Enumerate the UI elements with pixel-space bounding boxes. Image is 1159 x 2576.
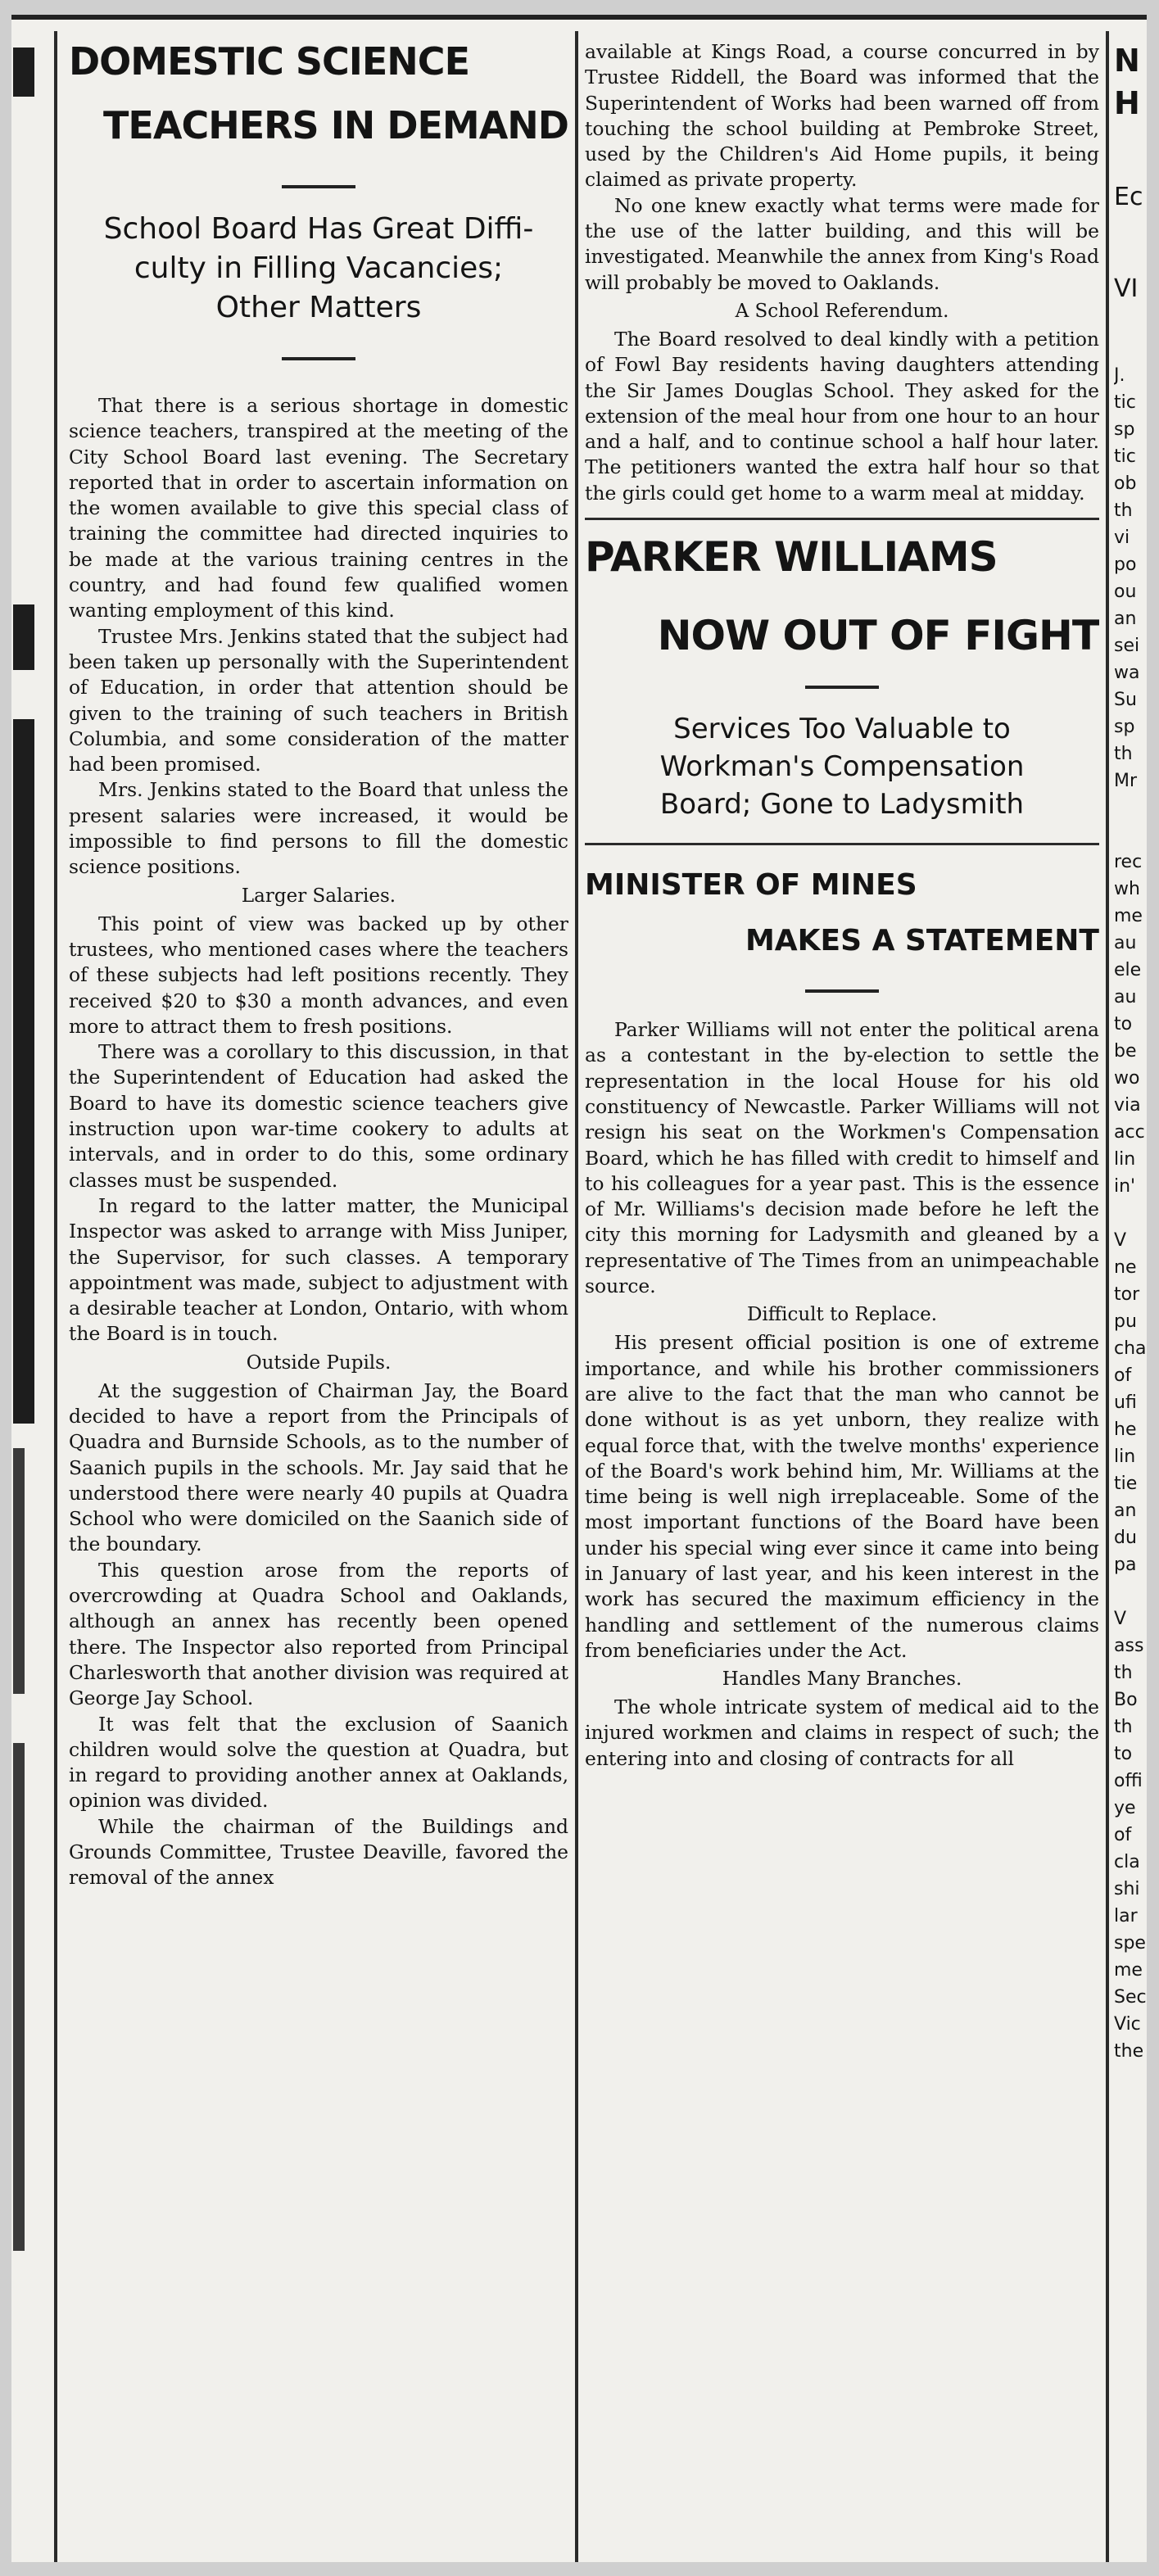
article-paragraph: Mrs. Jenkins stated to the Board that unless the present salaries were increased, it would be impossible to find persons to fill the domestic science positions.	[69, 778, 568, 879]
fragment-line: pu	[1114, 1311, 1137, 1332]
fragment-line: lar	[1114, 1906, 1138, 1926]
fragment-line: in'	[1114, 1176, 1136, 1197]
article-paragraph: That there is a serious shortage in domestic science teachers, transpired at the meeting of the City School Board last evening. The Secretary reported that in order to ascertain information on the women available to give this special class of training the committee had directed inquiries to be made at the various training centres in the country, and had found few qualified women wanting employment of this kind.	[69, 394, 568, 622]
fragment-line: to	[1114, 1744, 1133, 1764]
fragment-line: cla	[1114, 1852, 1140, 1872]
fragment-line	[1114, 822, 1147, 849]
article-separator	[585, 843, 1099, 845]
fragment-line: tic	[1114, 392, 1136, 413]
middle-column	[585, 39, 1099, 1772]
fragment-line: th	[1114, 1663, 1133, 1683]
subhead-line-1: MINISTER OF MINES	[585, 868, 917, 903]
fragment-line: du	[1114, 1528, 1137, 1548]
fragment-line: me	[1114, 906, 1143, 926]
article-paragraph: In regard to the latter matter, the Municipal Inspector was asked to arrange with Miss Juniper, the Supervisor, for such classes. A temporary appointment was made, subject to adjustment with a desirable teacher at London, Ontario, with whom the Board is in touch.	[69, 1193, 568, 1346]
deck-line-2: Workman's Compensation	[659, 750, 1025, 784]
divider-dash	[805, 989, 879, 993]
fragment-line: au	[1114, 933, 1137, 953]
deck-line-2: culty in Filling Vacancies;	[134, 251, 504, 285]
headline-line-2: TEACHERS IN DEMAND	[103, 103, 568, 147]
deck-line-3: Board; Gone to Ladysmith	[659, 788, 1025, 822]
right-column-fragment	[1114, 39, 1147, 2065]
fragment-line: vi	[1114, 527, 1130, 548]
fragment-line: cha	[1114, 1338, 1147, 1359]
fragment-line: me	[1114, 1960, 1143, 1981]
fragment-line: he	[1114, 1419, 1137, 1440]
fragment-line: an	[1114, 609, 1137, 629]
article-paragraph: It was felt that the exclusion of Saanich children would solve the question at Quadra, but in regard to providing another annex at Oaklands, opinion was divided.	[69, 1712, 568, 1813]
headline-line-2: NOW OUT OF FIGHT	[657, 612, 1099, 660]
divider-dash	[805, 686, 879, 689]
fragment-line: th	[1114, 1717, 1133, 1737]
fragment-line: wo	[1114, 1068, 1140, 1089]
fragment-line: H	[1114, 85, 1140, 121]
fragment-line: sp	[1114, 419, 1135, 440]
fragment-line: ou	[1114, 582, 1137, 602]
fragment-line: th	[1114, 744, 1133, 764]
fragment-line: V	[1114, 1609, 1127, 1629]
fragment-line: ne	[1114, 1257, 1137, 1278]
fragment-line: N	[1114, 43, 1140, 79]
subhead-line-2: MAKES A STATEMENT	[745, 924, 1099, 958]
fragment-line: Bo	[1114, 1690, 1138, 1710]
article-paragraph: While the chairman of the Buildings and Grounds Committee, Trustee Deaville, favored the removal of the annex	[69, 1814, 568, 1890]
fragment-line: J.	[1114, 365, 1125, 386]
fragment-line: the	[1114, 2041, 1144, 2062]
fragment-line: to	[1114, 1014, 1133, 1034]
fragment-line: Sec	[1114, 1987, 1147, 2008]
fragment-line: tic	[1114, 446, 1136, 467]
subheading: Larger Salaries.	[241, 885, 396, 907]
fragment-line: ufi	[1114, 1392, 1137, 1413]
fragment-line: au	[1114, 987, 1137, 1007]
fragment-line: lin	[1114, 1149, 1136, 1170]
fragment-line: rec	[1114, 852, 1143, 872]
article-paragraph: Trustee Mrs. Jenkins stated that the subject had been taken up personally with the Superintendent of Education, in order that attention should be given to the training of such teachers in British Columbia, and some consideration of the matter had been promised.	[69, 624, 568, 776]
fragment-line	[1114, 335, 1147, 362]
fragment-line: lin	[1114, 1446, 1136, 1467]
fragment-line: wa	[1114, 663, 1140, 683]
subheading: Handles Many Branches.	[722, 1668, 962, 1691]
fragment-line: pa	[1114, 1555, 1137, 1575]
fragment-line: acc	[1114, 1122, 1145, 1143]
article-paragraph: There was a corollary to this discussion, in that the Superintendent of Education had asked the Board to have its domestic science teachers give instruction upon war-time cookery to adults at intervals, and in order to do this, some ordinary classes must be suspended.	[69, 1040, 568, 1192]
fragment-line: VI	[1114, 274, 1139, 303]
fragment-line: of	[1114, 1365, 1132, 1386]
article-paragraph: This point of view was backed up by other trustees, who mentioned cases where the teachers of these subjects had left positions recently. They received $20 to $30 a month advances, and even more to attract them to fresh positions.	[69, 912, 568, 1038]
article-paragraph: The whole intricate system of medical aid to the injured workmen and claims in respect of such; the entering into and closing of contracts for all	[585, 1695, 1099, 1770]
fragment-line	[1114, 308, 1147, 335]
subheading: Outside Pupils.	[246, 1351, 392, 1374]
fragment-line: Mr	[1114, 771, 1138, 791]
subheading: A School Referendum.	[735, 300, 949, 322]
top-rule	[11, 15, 1147, 20]
subheading: Difficult to Replace.	[746, 1304, 938, 1326]
fragment-line: sei	[1114, 636, 1140, 656]
fragment-line: Vic	[1114, 2014, 1141, 2035]
fragment-line: tor	[1114, 1284, 1140, 1305]
fragment-line: th	[1114, 500, 1133, 521]
fragment-line	[1114, 1578, 1147, 1605]
fragment-line: shi	[1114, 1879, 1140, 1899]
fragment-line	[1114, 152, 1147, 179]
article-separator	[585, 518, 1099, 520]
headline-line-1: PARKER WILLIAMS	[585, 533, 998, 582]
fragment-line: be	[1114, 1041, 1137, 1062]
headline-line-1: DOMESTIC SCIENCE	[69, 39, 469, 84]
article-paragraph: His present official position is one of extreme importance, and while his brother commissioners are alive to the fact that the man who cannot be done without is as yet unborn, they realize with equal force that, with the twelve months' experience of the Board's work behind him, Mr. Williams at the time being is well nigh irreplaceable. Some of the most important functions of the Board have been under his special wing ever since it came into being in January of last year, and his keen interest in the work has secured the maximum efficiency in the handling and settlement of the numerous claims from beneficiaries under the Act.	[585, 1331, 1099, 1662]
fragment-line	[1114, 216, 1147, 243]
newspaper-page	[11, 15, 1147, 2562]
article-paragraph: At the suggestion of Chairman Jay, the Board decided to have a report from the Principals of Quadra and Burnside Schools, as to the number of Saanich pupils in the schools. Mr. Jay said that he understood there were nearly 40 pupils at Quadra School who were domiciled on the Saanich side of the boundary.	[69, 1379, 568, 1556]
column-rule-middle	[575, 31, 578, 2562]
fragment-line: of	[1114, 1825, 1132, 1845]
deck-line-3: Other Matters	[215, 291, 422, 324]
fragment-line	[1114, 795, 1147, 822]
fragment-line: po	[1114, 555, 1137, 575]
fragment-line: Su	[1114, 690, 1137, 710]
fragment-line: tie	[1114, 1474, 1138, 1494]
fragment-line: an	[1114, 1501, 1137, 1521]
article-paragraph: No one knew exactly what terms were made for the use of the latter building, and this will be investigated. Meanwhile the annex from King's Road will probably be moved to Oaklands.	[585, 193, 1099, 294]
article-paragraph: The Board resolved to deal kindly with a petition of Fowl Bay residents having daughters attending the Sir James Douglas School. They asked for the extension of the meal hour from one hour to an hour and a half, and to continue school a half hour later. The petitioners wanted the extra half hour so that the girls could get home to a warm meal at midday.	[585, 327, 1099, 505]
fragment-line	[1114, 243, 1147, 270]
divider-dash	[282, 357, 355, 360]
deck-line-1: Services Too Valuable to	[673, 713, 1011, 746]
column-rule-right	[1106, 31, 1109, 2562]
fragment-line: offi	[1114, 1771, 1143, 1791]
left-column	[69, 39, 568, 1891]
left-margin-fragment	[11, 31, 48, 2562]
fragment-line	[1114, 1200, 1147, 1227]
fragment-line: ass	[1114, 1636, 1144, 1656]
deck-line-1: School Board Has Great Diffi-	[103, 212, 534, 246]
fragment-line: ele	[1114, 960, 1142, 980]
fragment-line: ye	[1114, 1798, 1136, 1818]
article-paragraph: Parker Williams will not enter the political arena as a contestant in the by-election to settle the representation in the local House for his old constituency of Newcastle. Parker Williams will not resign his seat on the Workmen's Compensation Board, which he has filled with credit to himself and to his colleagues for a year past. This is the essence of Mr. Williams's decision made before he left the city this morning for Ladysmith and gleaned by a representative of The Times from an unimpeachable source.	[585, 1018, 1099, 1298]
fragment-line: sp	[1114, 717, 1135, 737]
fragment-line: spe	[1114, 1933, 1146, 1954]
fragment-line: wh	[1114, 879, 1140, 899]
column-rule-left	[54, 31, 57, 2562]
article-paragraph: available at Kings Road, a course concurred in by Trustee Riddell, the Board was informed that the Superintendent of Works had been warned off from touching the school building at Pembroke Street, used by the Children's Aid Home pupils, it being claimed as private property.	[585, 40, 1099, 192]
fragment-line	[1114, 124, 1147, 152]
fragment-line: Ec	[1114, 183, 1143, 211]
divider-dash	[282, 185, 355, 188]
fragment-line: ob	[1114, 473, 1137, 494]
article-paragraph: This question arose from the reports of overcrowding at Quadra School and Oaklands, although an annex has recently been opened there. The Inspector also reported from Principal Charlesworth that another division was required at George Jay School.	[69, 1558, 568, 1710]
fragment-line: V	[1114, 1230, 1127, 1251]
fragment-line: via	[1114, 1095, 1141, 1116]
